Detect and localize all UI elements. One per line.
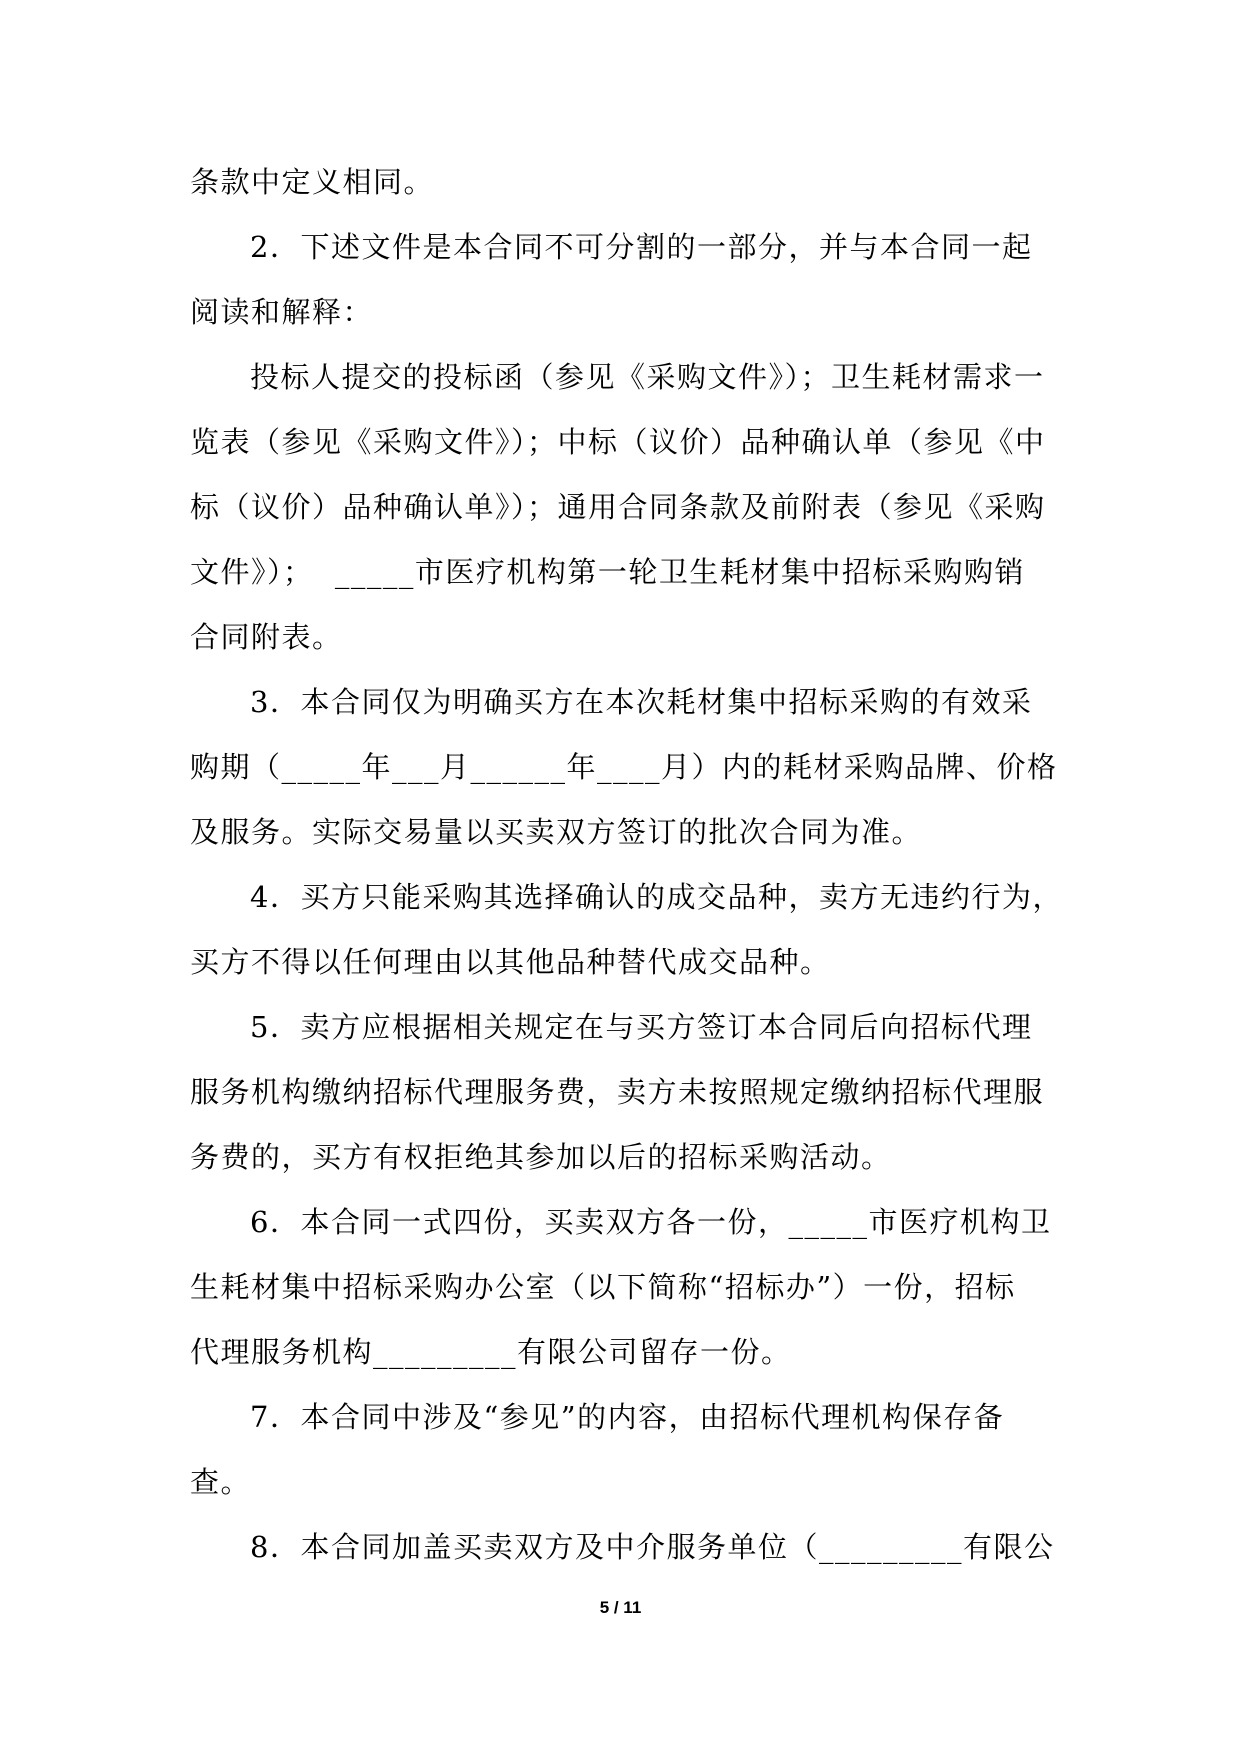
body-line: 合同附表。	[190, 620, 343, 654]
body-line: 购期（_____年___月______年____月）内的耗材采购品牌、价格	[190, 750, 1058, 784]
body-line: 览表（参见《采购文件》）；中标（议价）品种确认单（参见《中	[190, 425, 1046, 459]
body-line: 条款中定义相同。	[190, 165, 435, 199]
body-line: 7．本合同中涉及“参见”的内容，由招标代理机构保存备	[250, 1400, 1005, 1434]
body-line: 标（议价）品种确认单》）；通用合同条款及前附表（参见《采购	[190, 490, 1046, 524]
body-line: 文件》）； _____市医疗机构第一轮卫生耗材集中招标采购购销	[190, 555, 1025, 589]
body-line: 3．本合同仅为明确买方在本次耗材集中招标采购的有效采	[250, 685, 1033, 719]
body-line: 查。	[190, 1465, 252, 1499]
body-line: 代理服务机构_________有限公司留存一份。	[190, 1335, 792, 1369]
document-body	[190, 150, 1063, 1580]
page-number: 5 / 11	[599, 1598, 642, 1617]
body-line: 及服务。实际交易量以买卖双方签订的批次合同为准。	[190, 815, 923, 849]
body-line: 阅读和解释：	[190, 295, 374, 329]
body-line: 生耗材集中招标采购办公室（以下简称“招标办”）一份，招标	[190, 1270, 1016, 1304]
body-line: 务费的，买方有权拒绝其参加以后的招标采购活动。	[190, 1140, 892, 1174]
body-line: 投标人提交的投标函（参见《采购文件》）；卫生耗材需求一	[250, 360, 1045, 394]
body-line: 买方不得以任何理由以其他品种替代成交品种。	[190, 945, 831, 979]
body-line: 8．本合同加盖买卖双方及中介服务单位（_________有限公	[250, 1530, 1055, 1564]
body-line: 5．卖方应根据相关规定在与买方签订本合同后向招标代理	[250, 1010, 1033, 1044]
body-line: 6．本合同一式四份，买卖双方各一份，_____市医疗机构卫	[250, 1205, 1052, 1239]
body-line: 4．买方只能采购其选择确认的成交品种，卖方无违约行为，	[250, 880, 1063, 914]
body-line: 服务机构缴纳招标代理服务费，卖方未按照规定缴纳招标代理服	[190, 1075, 1045, 1109]
body-line: 2．下述文件是本合同不可分割的一部分，并与本合同一起	[250, 230, 1033, 264]
